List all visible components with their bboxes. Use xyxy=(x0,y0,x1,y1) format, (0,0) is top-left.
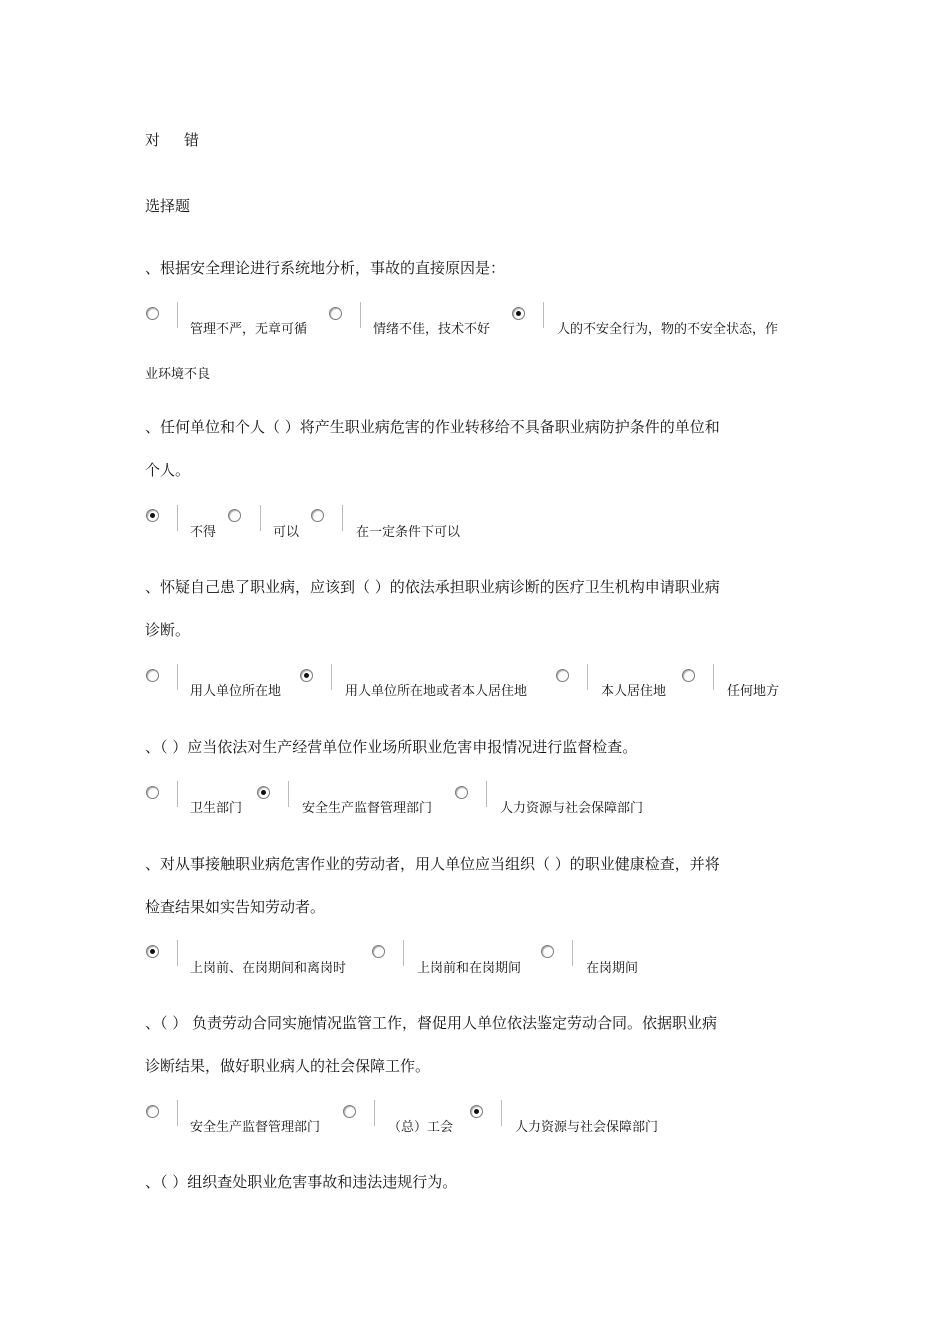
radio-button[interactable] xyxy=(146,1105,159,1118)
option-label: 上岗前、在岗期间和离岗时 xyxy=(190,961,347,976)
option-separator xyxy=(177,940,178,966)
option-label: 用人单位所在地 xyxy=(190,684,282,699)
option-label: 人的不安全行为，物的不安全状态，作 xyxy=(557,322,779,337)
option-separator xyxy=(713,664,714,690)
radio-button[interactable] xyxy=(228,509,241,522)
option-label: 人力资源与社会保障部门 xyxy=(500,801,644,816)
option-separator xyxy=(177,664,178,690)
radio-button[interactable] xyxy=(329,307,342,320)
option-label: 安全生产监督管理部门 xyxy=(190,1120,321,1135)
option-label: 情绪不佳，技术不好 xyxy=(373,322,491,337)
question-text-continuation: 诊断。 xyxy=(145,621,191,639)
option-label: 人力资源与社会保障部门 xyxy=(515,1120,659,1135)
option-separator xyxy=(486,781,487,807)
option-separator xyxy=(342,505,343,531)
option-label: 安全生产监督管理部门 xyxy=(302,801,433,816)
radio-button[interactable] xyxy=(146,786,159,799)
radio-button[interactable] xyxy=(311,509,324,522)
question-text: 、（ ） 负责劳动合同实施情况监管工作，督促用人单位依法鉴定劳动合同。依据职业病 xyxy=(145,1014,718,1032)
option-separator xyxy=(177,505,178,531)
option-label: 管理不严，无章可循 xyxy=(190,322,308,337)
radio-button-selected[interactable] xyxy=(470,1105,483,1118)
option-separator xyxy=(543,302,544,328)
radio-button[interactable] xyxy=(146,669,159,682)
option-separator xyxy=(501,1100,502,1126)
radio-button-selected[interactable] xyxy=(146,945,159,958)
radio-button-selected[interactable] xyxy=(300,669,313,682)
option-separator xyxy=(587,664,588,690)
option-label-continuation: 业环境不良 xyxy=(145,367,211,382)
option-label: 卫生部门 xyxy=(190,801,243,816)
false-label: 错 xyxy=(184,131,200,149)
question-text: 、对从事接触职业病危害作业的劳动者，用人单位应当组织（ ）的职业健康检查，并将 xyxy=(145,855,720,873)
option-label: 可以 xyxy=(273,525,300,540)
option-separator xyxy=(403,940,404,966)
option-separator xyxy=(374,1100,375,1126)
radio-button-selected[interactable] xyxy=(257,786,270,799)
radio-button[interactable] xyxy=(146,307,159,320)
radio-button[interactable] xyxy=(455,786,468,799)
option-label: 任何地方 xyxy=(727,684,780,699)
question-text: 、任何单位和个人（ ）将产生职业病危害的作业转移给不具备职业病防护条件的单位和 xyxy=(145,418,720,436)
radio-button[interactable] xyxy=(682,669,695,682)
option-label: 上岗前和在岗期间 xyxy=(417,961,522,976)
option-label: 在岗期间 xyxy=(586,961,639,976)
question-text-continuation: 诊断结果，做好职业病人的社会保障工作。 xyxy=(145,1057,431,1075)
option-separator xyxy=(288,781,289,807)
radio-button-selected[interactable] xyxy=(146,509,159,522)
radio-button[interactable] xyxy=(556,669,569,682)
option-label: 本人居住地 xyxy=(601,684,667,699)
option-separator xyxy=(177,781,178,807)
option-separator xyxy=(331,664,332,690)
option-separator xyxy=(177,1100,178,1126)
true-label: 对 xyxy=(145,131,161,149)
question-text-continuation: 个人。 xyxy=(145,461,191,479)
section-title: 选择题 xyxy=(145,197,191,215)
option-separator xyxy=(177,302,178,328)
option-separator xyxy=(572,940,573,966)
option-label: 在一定条件下可以 xyxy=(356,525,461,540)
option-label: 用人单位所在地或者本人居住地 xyxy=(345,684,528,699)
question-text-continuation: 检查结果如实告知劳动者。 xyxy=(145,898,326,916)
option-label: 不得 xyxy=(190,525,217,540)
option-separator xyxy=(260,505,261,531)
option-label: （总）工会 xyxy=(388,1120,454,1135)
radio-button[interactable] xyxy=(541,945,554,958)
question-text: 、（ ）组织查处职业危害事故和违法违规行为。 xyxy=(145,1173,458,1191)
option-separator xyxy=(360,302,361,328)
question-text: 、根据安全理论进行系统地分析，事故的直接原因是： xyxy=(145,259,506,277)
radio-button[interactable] xyxy=(372,945,385,958)
radio-button[interactable] xyxy=(343,1105,356,1118)
question-text: 、怀疑自己患了职业病，应该到（ ）的依法承担职业病诊断的医疗卫生机构申请职业病 xyxy=(145,578,720,596)
question-text: 、（ ）应当依法对生产经营单位作业场所职业危害申报情况进行监督检查。 xyxy=(145,738,638,756)
radio-button-selected[interactable] xyxy=(512,307,525,320)
